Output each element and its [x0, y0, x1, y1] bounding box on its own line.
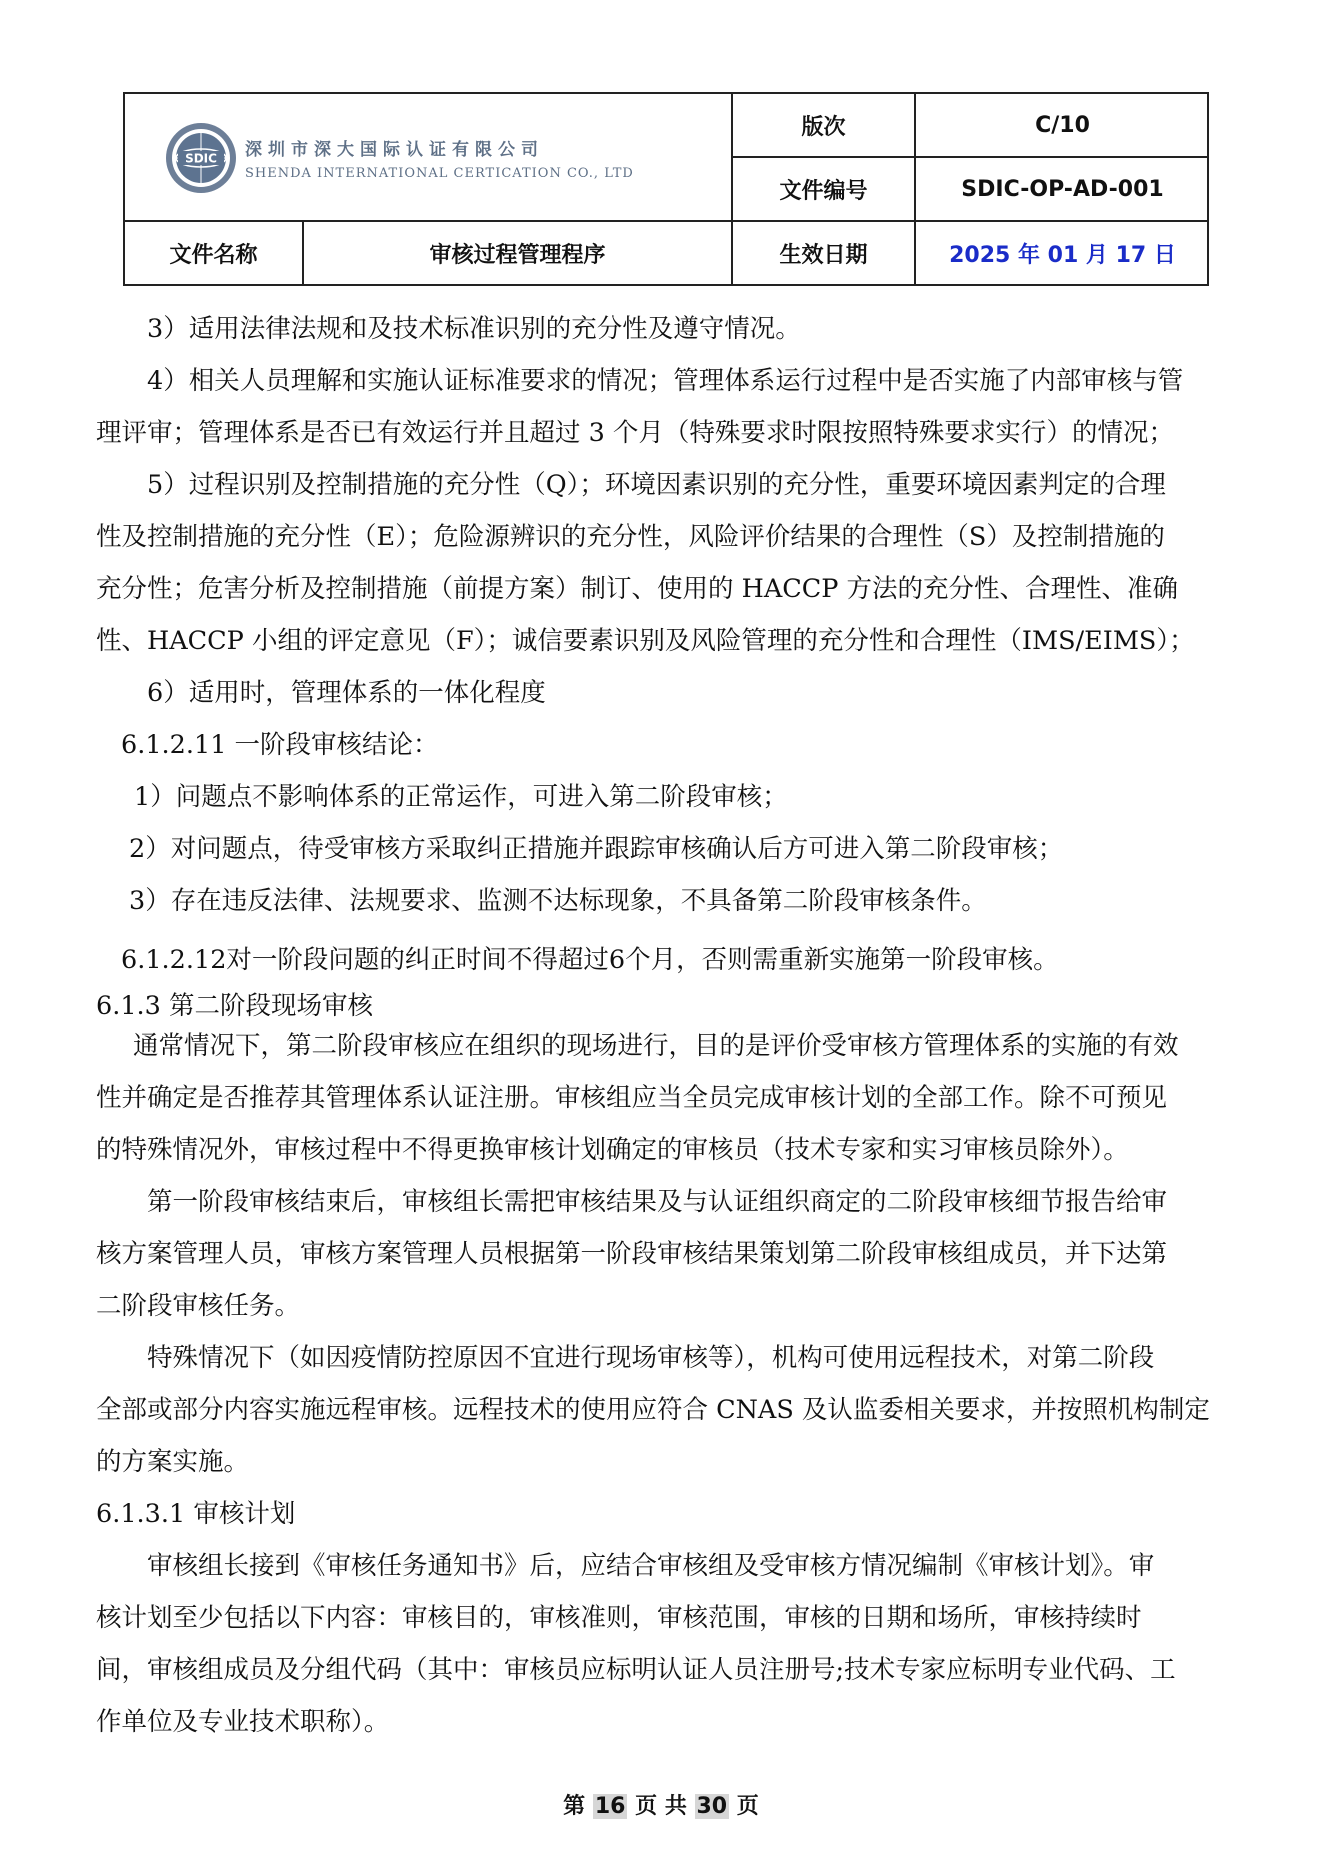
section-heading: 6.1.2.11 一阶段审核结论： — [121, 730, 439, 760]
page-suffix: 页 — [736, 1794, 759, 1819]
company-name-en: SHENDA INTERNATIONAL CERTICATION CO., LTD — [245, 166, 634, 181]
document-header-table — [123, 92, 1209, 286]
body-line: 性及控制措施的充分性（E）；危险源辨识的充分性，风险评价结果的合理性（S）及控制措施的 — [96, 522, 1165, 552]
page-counter — [0, 1789, 1322, 1820]
body-line: 性、HACCP 小组的评定意见（F）；诚信要素识别及风险管理的充分性和合理性（IMS/EIMS）； — [96, 626, 1195, 656]
body-line: 充分性；危害分析及控制措施（前提方案）制订、使用的 HACCP 方法的充分性、合理性、准确 — [96, 574, 1179, 604]
current-page-number: 16 — [594, 1794, 626, 1819]
body-line: 6）适用时，管理体系的一体化程度 — [147, 678, 546, 708]
body-line: 4）相关人员理解和实施认证标准要求的情况；管理体系运行过程中是否实施了内部审核与管 — [147, 366, 1184, 396]
page-middle: 页 共 — [635, 1794, 687, 1819]
effective-date-label: 生效日期 — [779, 242, 868, 268]
doc-name-label: 文件名称 — [169, 242, 258, 268]
body-line: 3）存在违反法律、法规要求、监测不达标现象，不具备第二阶段审核条件。 — [129, 886, 987, 916]
version-value: C/10 — [1035, 112, 1090, 138]
body-line: 1）问题点不影响体系的正常运作，可进入第二阶段审核； — [134, 782, 788, 812]
company-logo-icon — [163, 120, 239, 196]
total-pages-number: 30 — [696, 1794, 728, 1819]
doc-number-label: 文件编号 — [779, 178, 868, 204]
body-line: 审核组长接到《审核任务通知书》后，应结合审核组及受审核方情况编制《审核计划》。审 — [147, 1551, 1155, 1581]
body-line: 的特殊情况外，审核过程中不得更换审核计划确定的审核员（技术专家和实习审核员除外）。 — [96, 1135, 1129, 1165]
body-line: 3）适用法律法规和及技术标准识别的充分性及遵守情况。 — [147, 314, 801, 344]
company-name-cn: 深圳市深大国际认证有限公司 — [245, 140, 544, 160]
body-line: 二阶段审核任务。 — [96, 1291, 301, 1321]
body-line: 第一阶段审核结束后，审核组长需把审核结果及与认证组织商定的二阶段审核细节报告给审 — [147, 1187, 1168, 1217]
company-logo-block — [125, 94, 731, 222]
body-line: 全部或部分内容实施远程审核。远程技术的使用应符合 CNAS 及认监委相关要求，并按照机构制定 — [96, 1395, 1210, 1425]
doc-name-value: 审核过程管理程序 — [429, 242, 606, 268]
body-line: 作单位及专业技术职称）。 — [96, 1707, 390, 1737]
body-line: 的方案实施。 — [96, 1447, 250, 1477]
page-prefix: 第 — [563, 1794, 586, 1819]
body-line: 核方案管理人员，审核方案管理人员根据第一阶段审核结果策划第二阶段审核组成员，并下达第 — [96, 1239, 1168, 1269]
body-line: 2）对问题点，待受审核方采取纠正措施并跟踪审核确认后方可进入第二阶段审核； — [129, 834, 1064, 864]
version-label: 版次 — [801, 114, 846, 140]
body-line: 6.1.2.12对一阶段问题的纠正时间不得超过6个月，否则需重新实施第一阶段审核。 — [121, 945, 1059, 975]
section-heading: 6.1.3 第二阶段现场审核 — [96, 991, 373, 1021]
body-line: 性并确定是否推荐其管理体系认证注册。审核组应当全员完成审核计划的全部工作。除不可预见 — [96, 1083, 1168, 1113]
body-line: 5）过程识别及控制措施的充分性（Q）；环境因素识别的充分性，重要环境因素判定的合理 — [147, 470, 1166, 500]
effective-date-value: 2025 年 01 月 17 日 — [949, 242, 1176, 268]
doc-number-value: SDIC-OP-AD-001 — [961, 176, 1164, 202]
logo-text: SDIC — [185, 151, 217, 166]
body-line: 间，审核组成员及分组代码（其中：审核员应标明认证人员注册号;技术专家应标明专业代码、工 — [96, 1655, 1176, 1685]
body-line: 理评审；管理体系是否已有效运行并且超过 3 个月（特殊要求时限按照特殊要求实行）的情况； — [96, 418, 1174, 448]
section-heading: 6.1.3.1 审核计划 — [96, 1499, 296, 1529]
body-line: 核计划至少包括以下内容：审核目的，审核准则，审核范围，审核的日期和场所，审核持续时 — [96, 1603, 1142, 1633]
body-line: 特殊情况下（如因疫情防控原因不宜进行现场审核等），机构可使用远程技术，对第二阶段 — [147, 1343, 1155, 1373]
body-line: 通常情况下，第二阶段审核应在组织的现场进行，目的是评价受审核方管理体系的实施的有效 — [133, 1031, 1179, 1061]
